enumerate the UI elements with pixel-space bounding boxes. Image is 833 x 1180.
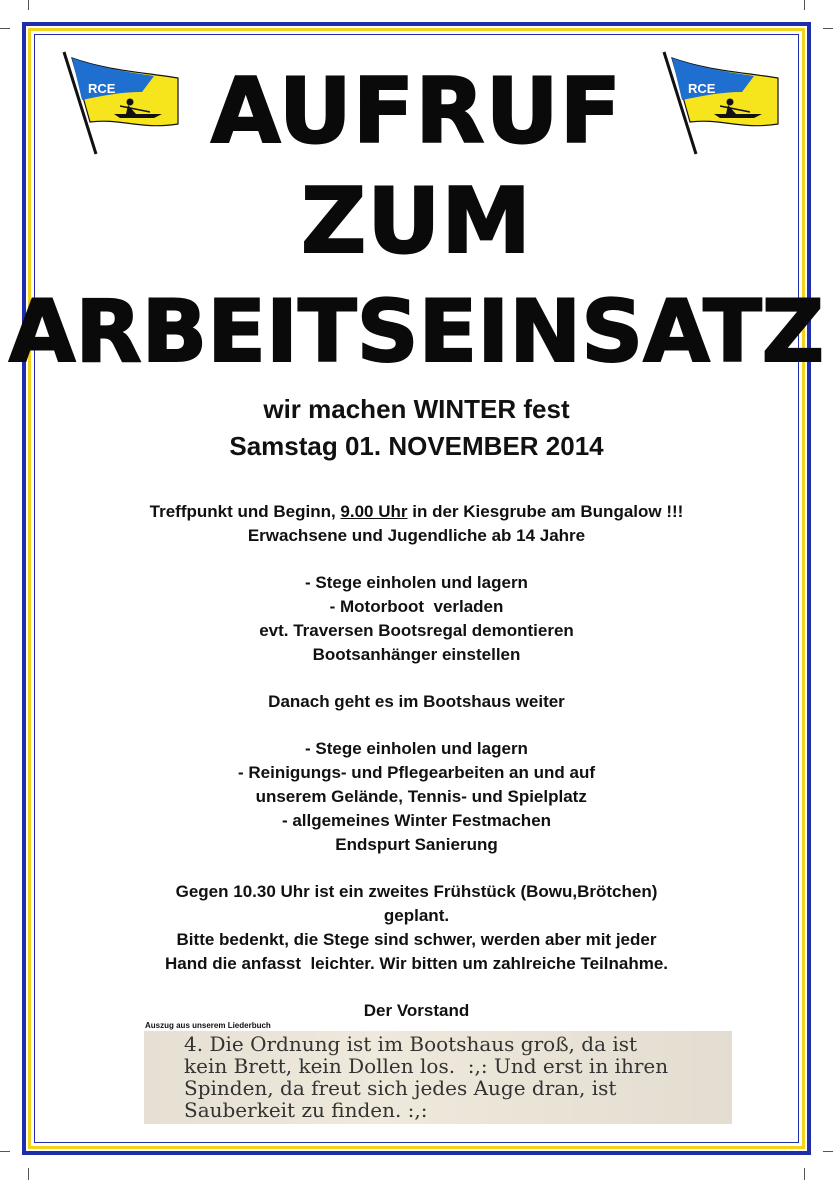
- note-line: geplant.: [383, 906, 450, 925]
- crop-mark: [0, 28, 10, 29]
- note-line: Gegen 10.30 Uhr ist ein zweites Frühstück (Bowu,Brötchen): [175, 882, 658, 901]
- crop-mark: [0, 1151, 10, 1152]
- headline-zum: ZUM: [301, 169, 532, 274]
- crop-mark: [823, 1151, 833, 1152]
- songbook-line: kein Brett, kein Dollen los. :,: Und erst in ihren: [184, 1054, 669, 1078]
- crop-mark: [804, 0, 805, 10]
- meeting-line: [60, 500, 773, 524]
- songbook-clipping: [144, 1031, 732, 1124]
- meeting-audience: Erwachsene und Jugendliche ab 14 Jahre: [247, 526, 586, 545]
- spacer: [60, 976, 773, 999]
- task-boathouse: - Stege einholen und lagern: [305, 739, 528, 758]
- crop-mark: [28, 0, 29, 10]
- task-boathouse: - Reinigungs- und Pflegearbeiten an und auf: [237, 763, 595, 782]
- flag-label: RCE: [88, 81, 116, 96]
- task-outdoor: Bootsanhänger einstellen: [312, 645, 521, 664]
- songbook-line: Spinden, da freut sich jedes Auge dran, ist: [184, 1076, 617, 1100]
- headline-arbeitseinsatz: ARBEITSEINSATZ: [8, 282, 825, 382]
- crop-mark: [823, 28, 833, 29]
- meeting-post: in der Kiesgrube am Bungalow !!!: [407, 502, 684, 521]
- headline-aufruf: AUFRUF: [210, 59, 623, 164]
- task-boathouse: unserem Gelände, Tennis- und Spielplatz: [246, 787, 587, 806]
- spacer: [60, 857, 773, 880]
- note-line: Bitte bedenkt, die Stege sind schwer, werden aber mit jeder: [176, 930, 657, 949]
- subheading-winter: wir machen WINTER fest: [263, 394, 570, 424]
- task-boathouse: - allgemeines Winter Festmachen: [281, 811, 552, 830]
- crop-mark: [28, 1168, 29, 1180]
- songbook-line: 4. Die Ordnung ist im Bootshaus groß, da ist: [184, 1032, 638, 1056]
- meeting-pre: Treffpunkt und Beginn,: [149, 502, 341, 521]
- spacer: [60, 714, 773, 737]
- songbook-line: Sauberkeit zu finden. :,:: [184, 1098, 428, 1122]
- task-outdoor: evt. Traversen Bootsregal demontieren: [259, 621, 574, 640]
- note-line: Hand die anfasst leichter. Wir bitten um zahlreiche Teilnahme.: [164, 954, 669, 973]
- flag-label: RCE: [688, 81, 716, 96]
- task-boathouse: Endspurt Sanierung: [335, 835, 498, 854]
- announcement-body: [60, 500, 773, 1023]
- spacer: [60, 548, 773, 571]
- task-outdoor: - Stege einholen und lagern: [305, 573, 528, 592]
- signature: Der Vorstand: [363, 1001, 470, 1020]
- task-outdoor: - Motorboot verladen: [329, 597, 504, 616]
- transition-line: Danach geht es im Bootshaus weiter: [268, 692, 565, 711]
- subheading-date: Samstag 01. NOVEMBER 2014: [229, 431, 604, 461]
- meeting-time: 9.00 Uhr: [340, 502, 408, 521]
- spacer: [60, 667, 773, 690]
- crop-mark: [804, 1168, 805, 1180]
- songbook-caption: Auszug aus unserem Liederbuch: [145, 1021, 271, 1030]
